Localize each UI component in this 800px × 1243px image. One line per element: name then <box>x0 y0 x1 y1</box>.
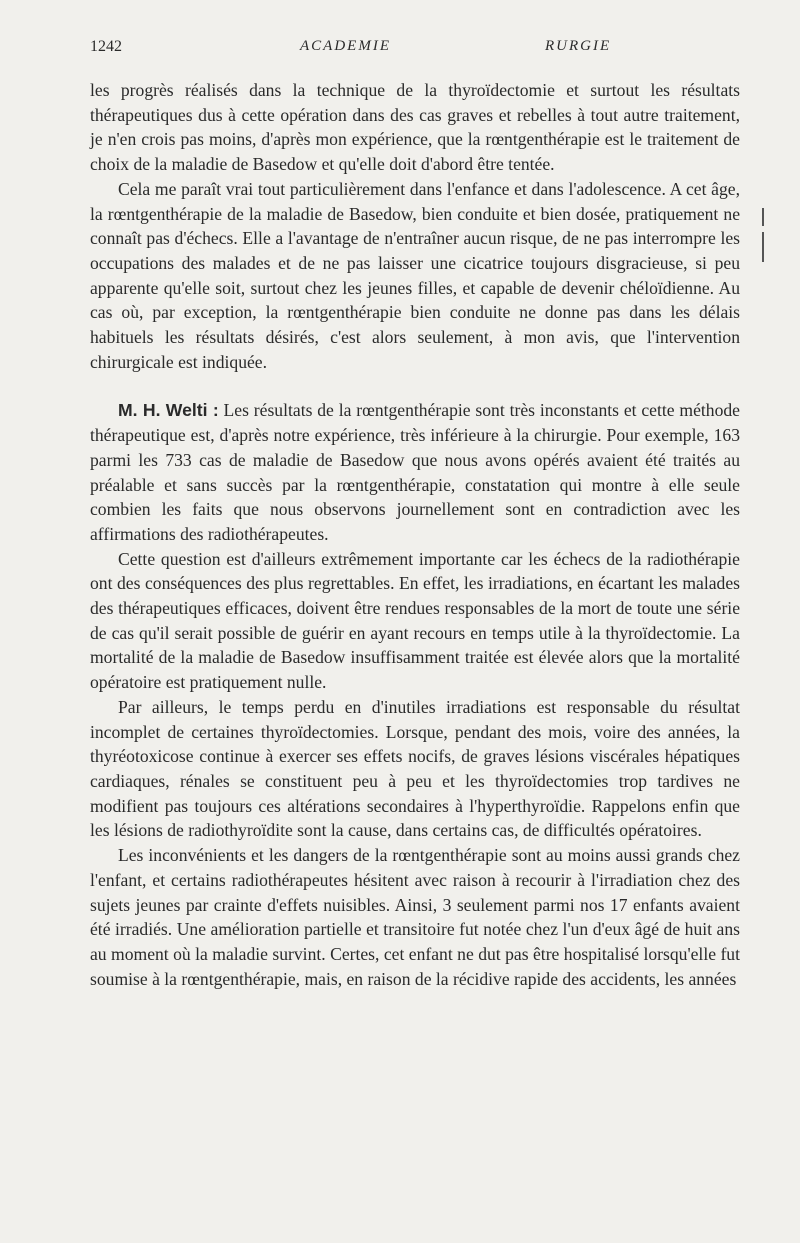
running-head-right: RURGIE <box>545 38 612 54</box>
paragraph <box>90 78 740 177</box>
paragraph-text: Par ailleurs, le temps perdu en d'inutiles irradiations est responsable du résultat incomplet de certaines thyroïdectomies. Lorsque, pendant des mois, voire des années, la thyréotoxicose continue à exercer ses effets nocifs, de graves lésions viscérales hépatiques cardiaques, rénales se constituent peu à peu et les thyroïdectomies trop tardives ne modifient pas toujours ces altérations secondaires à l'hyperthyroïdie. Rappelons enfin que les lésions de radiothyroïdite sont la cause, dans certains cas, de difficultés opératoires. <box>90 696 740 841</box>
paragraph <box>90 843 740 991</box>
speaker-name: M. H. Welti : <box>118 400 219 421</box>
body-text <box>90 78 740 991</box>
paragraph <box>90 177 740 375</box>
paragraph-text: les progrès réalisés dans la technique de la thyroïdectomie et surtout les résultats thérapeutiques dus à cette opération dans des cas graves et rebelles à tout autre traitement, je n'en crois pas moins, d'après mon expérience, que la rœntgenthérapie est le traitement de choix de la maladie de Basedow et qu'elle doit d'abord être tentée. <box>90 80 740 175</box>
paragraph <box>90 398 740 546</box>
running-head-left: ACADEMIE <box>300 38 391 54</box>
paragraph-text: Les inconvénients et les dangers de la rœntgenthérapie sont au moins aussi grands chez l'enfant, et certains radiothérapeutes hésitent avec raison à recourir à l'irradiation chez des sujets jeunes par crainte d'effets nuisibles. Ainsi, 3 seulement parmi nos 17 enfants avaient été irradiés. Une amélioration partielle et transitoire fut notée chez l'un d'eux âgé de huit ans au moment où la maladie survint. Certes, cet enfant ne dut pas être hospitalisé lorsqu'elle fut soumise à la rœntgenthérapie, mais, en raison de la récidive rapide des accidents, les années <box>90 845 740 989</box>
margin-mark <box>762 208 764 226</box>
paragraph-text: Cette question est d'ailleurs extrêmement importante car les échecs de la radiothérapie ont des conséquences des plus regrettables. En effet, les irradiations, en écartant les malades des thérapeutiques efficaces, doivent être rendues responsables de la mort de toute une série de cas qu'il serait possible de guérir en ayant recours en temps utile à la thyroïdectomie. La mortalité de la maladie de Basedow insuffisamment traitée est élevée alors que la mortalité opératoire est pratiquement nulle. <box>90 548 740 693</box>
page-number: 1242 <box>90 38 122 55</box>
paragraph <box>90 547 740 695</box>
paragraph-text: Cela me paraît vrai tout particulièrement dans l'enfance et dans l'adolescence. A cet âge, la rœntgenthérapie de la maladie de Basedow, bien conduite et bien dosée, pratiquement ne connaît pas d'échecs. Elle a l'avantage de n'entraîner aucun risque, de ne pas interrompre les occupations des malades et de ne pas laisser une cicatrice toujours disgracieuse, si peu apparente qu'elle soit, surtout chez les jeunes filles, et capable de devenir chéloïdienne. Au cas où, par exception, la rœntgenthérapie bien conduite ne donne pas dans les délais habituels les résultats désirés, c'est alors seulement, à mon avis, que l'intervention chirurgicale est indiquée. <box>90 178 740 372</box>
paragraph-text: Les résultats de la rœntgenthérapie sont très inconstants et cette méthode thérapeutique est, d'après notre expérience, très inférieure à la chirurgie. Pour exemple, 163 parmi les 733 cas de maladie de Basedow que nous avons opérés avaient été traités au préalable et sans succès par la rœntgenthérapie, constatation qui montre à elle seule combien les faits que nous observons journellement sont en contradiction avec les affirmations des radiothérapeutes. <box>90 400 740 544</box>
paragraph <box>90 695 740 843</box>
page-header <box>90 38 740 60</box>
margin-mark <box>762 232 764 262</box>
